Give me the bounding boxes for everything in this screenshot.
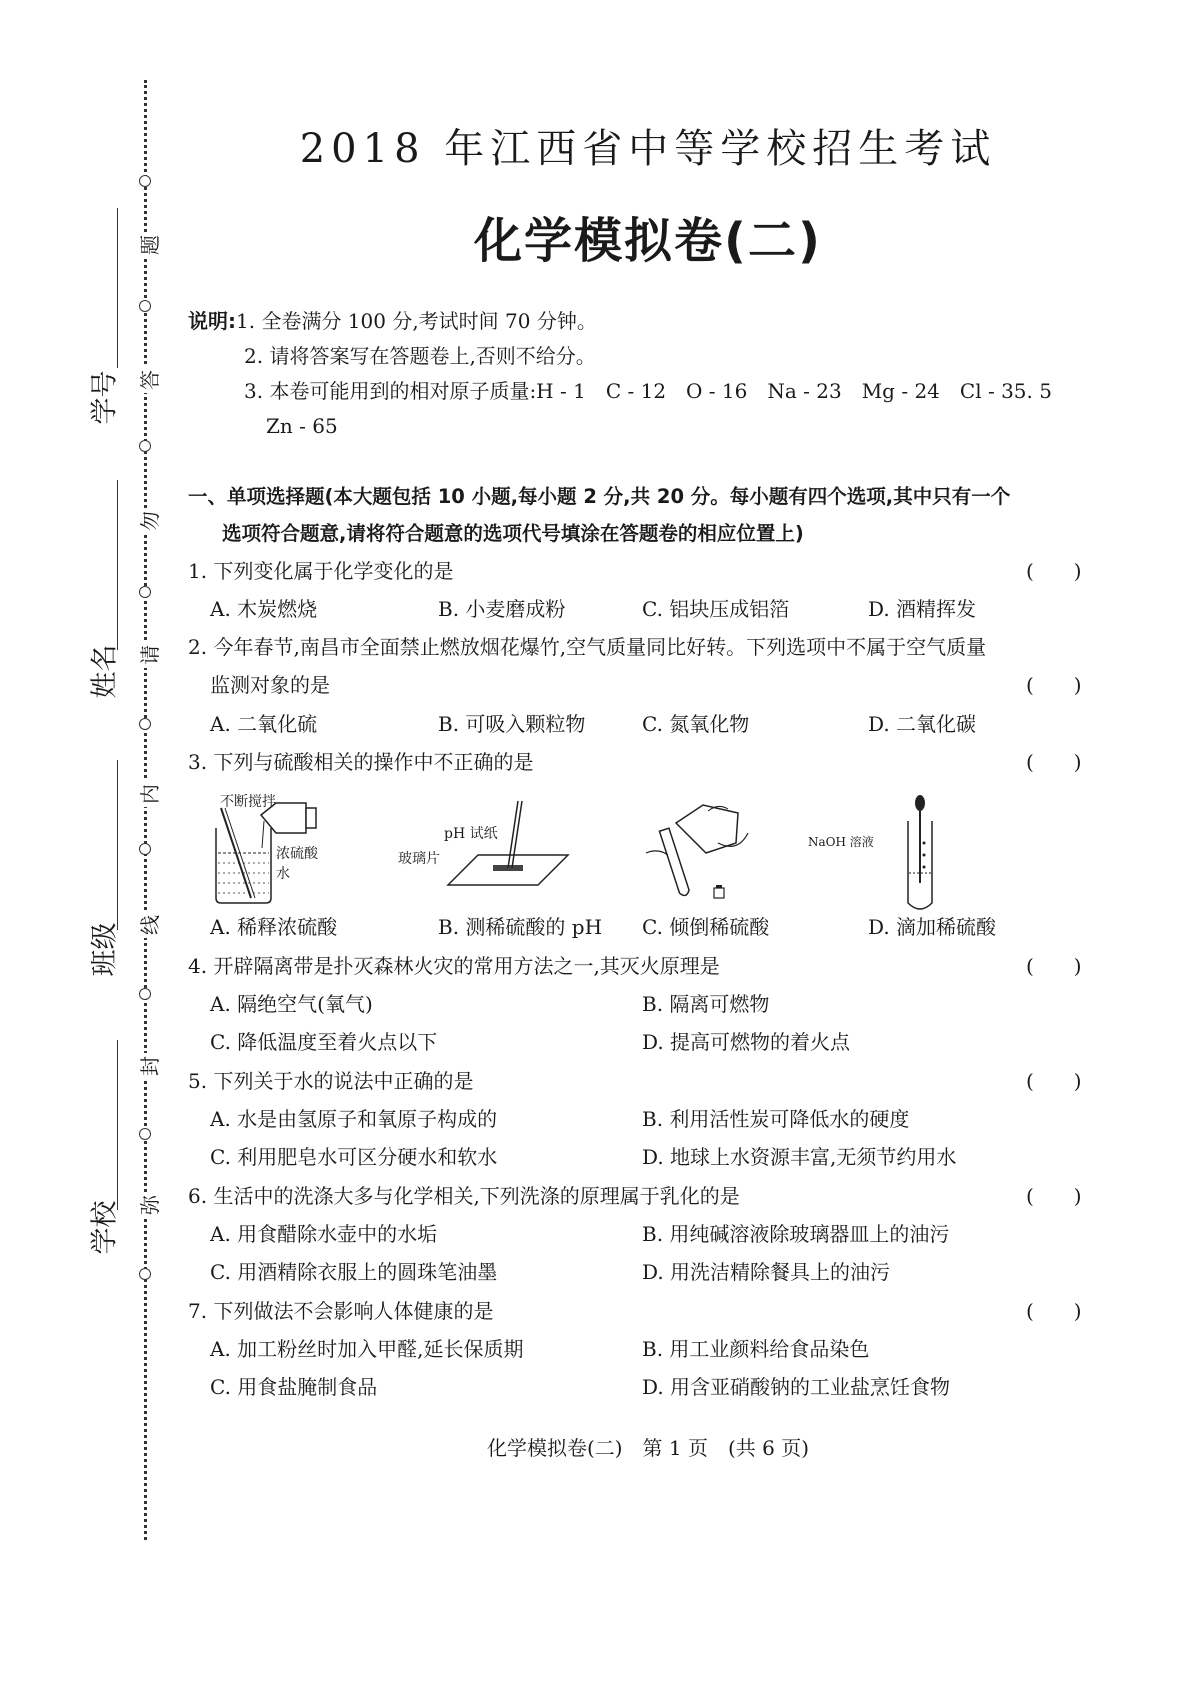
seal-ring <box>139 586 151 598</box>
pouring-diagram <box>618 793 768 913</box>
question-1-stem: 1. 下列变化属于化学变化的是 <box>188 559 454 583</box>
school-label: 学校 <box>89 1200 121 1255</box>
question-5-option-c: C. 利用肥皂水可区分硬水和软水 <box>210 1145 498 1169</box>
figure-label: 不断搅拌 <box>220 794 276 810</box>
seal-char: 封 <box>137 1053 163 1079</box>
figure-label: 浓硫酸 <box>276 846 318 862</box>
question-4-option-b: B. 隔离可燃物 <box>642 992 770 1016</box>
question-4-option-d: D. 提高可燃物的着火点 <box>642 1030 851 1054</box>
instructions-line-1 <box>188 306 597 336</box>
question-6-option-b: B. 用纯碱溶液除玻璃器皿上的油污 <box>642 1222 950 1246</box>
class-line[interactable] <box>117 760 118 930</box>
name-line[interactable] <box>117 480 118 650</box>
seal-char: 线 <box>137 912 163 938</box>
seal-ring <box>139 718 151 730</box>
question-1-option-d: D. 酒精挥发 <box>868 597 977 621</box>
question-5-option-b: B. 利用活性炭可降低水的硬度 <box>642 1107 910 1131</box>
question-4-option-c: C. 降低温度至着火点以下 <box>210 1030 438 1054</box>
question-2-option-b: B. 可吸入颗粒物 <box>438 712 586 736</box>
figure-label: 玻璃片 <box>398 851 440 867</box>
figure-label: pH 试纸 <box>444 826 498 842</box>
name-label: 姓名 <box>89 644 121 699</box>
question-2-stem: 2. 今年春节,南昌市全面禁止燃放烟花爆竹,空气质量同比好转。下列选项中不属于空气质量 <box>188 635 987 659</box>
seal-ring <box>139 1128 151 1140</box>
figure-d-dropper <box>808 793 968 913</box>
figure-c-pouring <box>618 793 768 913</box>
instruction-item: 3. 本卷可能用到的相对原子质量:H - 1 C - 12 O - 16 Na - 23 Mg - 24 Cl - 35. 5 <box>244 379 1052 403</box>
question-5-stem: 5. 下列关于水的说法中正确的是 <box>188 1069 474 1093</box>
question-2-option-d: D. 二氧化碳 <box>868 712 977 736</box>
seal-ring <box>139 1268 151 1280</box>
question-4-option-a: A. 隔绝空气(氧气) <box>210 992 373 1016</box>
question-7-option-c: C. 用食盐腌制食品 <box>210 1375 378 1399</box>
question-7-option-d: D. 用含亚硝酸钠的工业盐烹饪食物 <box>642 1375 951 1399</box>
answer-parentheses[interactable]: ( ) <box>1026 1299 1082 1323</box>
instruction-item: 2. 请将答案写在答题卷上,否则不给分。 <box>244 344 596 368</box>
seal-ring <box>139 440 151 452</box>
instruction-item: 1. 全卷满分 100 分,考试时间 70 分钟。 <box>236 309 597 333</box>
page-footer: 化学模拟卷(二) 第 1 页 (共 6 页) <box>486 1436 810 1460</box>
question-6-option-d: D. 用洗洁精除餐具上的油污 <box>642 1260 891 1284</box>
question-6-stem: 6. 生活中的洗涤大多与化学相关,下列洗涤的原理属于乳化的是 <box>188 1184 740 1208</box>
answer-parentheses[interactable]: ( ) <box>1026 750 1082 774</box>
answer-parentheses[interactable]: ( ) <box>1026 673 1082 697</box>
question-3-option-d: D. 滴加稀硫酸 <box>868 915 997 939</box>
student-id-line[interactable] <box>117 208 118 368</box>
seal-ring <box>139 988 151 1000</box>
seal-ring <box>139 175 151 187</box>
question-3-stem: 3. 下列与硫酸相关的操作中不正确的是 <box>188 750 534 774</box>
figure-b-ph-test <box>398 793 578 913</box>
seal-char: 勿 <box>137 508 163 534</box>
answer-parentheses[interactable]: ( ) <box>1026 1069 1082 1093</box>
question-3-option-b: B. 测稀硫酸的 pH <box>438 915 603 939</box>
question-7-stem: 7. 下列做法不会影响人体健康的是 <box>188 1299 494 1323</box>
seal-dotted-line <box>144 80 147 1540</box>
section-heading-cont: 选项符合题意,请将符合题意的选项代号填涂在答题卷的相应位置上) <box>222 522 804 545</box>
section-heading: 一、单项选择题(本大题包括 10 小题,每小题 2 分,共 20 分。每小题有四个选项,其中只有一个 <box>188 485 1011 508</box>
seal-char: 请 <box>137 642 163 668</box>
question-2-option-c: C. 氮氧化物 <box>642 712 750 736</box>
exam-title: 2018 年江西省中等学校招生考试 <box>299 126 997 172</box>
instruction-continuation: Zn - 65 <box>266 414 338 438</box>
question-3-option-c: C. 倾倒稀硫酸 <box>642 915 770 939</box>
seal-char: 答 <box>137 367 163 393</box>
figure-label: 水 <box>276 866 290 882</box>
school-line[interactable] <box>117 1040 118 1210</box>
figure-a-dilution <box>206 793 356 913</box>
question-5-option-a: A. 水是由氢原子和氧原子构成的 <box>210 1107 498 1131</box>
answer-parentheses[interactable]: ( ) <box>1026 559 1082 583</box>
question-6-option-a: A. 用食醋除水壶中的水垢 <box>210 1222 438 1246</box>
seal-ring <box>139 843 151 855</box>
question-1-option-a: A. 木炭燃烧 <box>210 597 318 621</box>
answer-parentheses[interactable]: ( ) <box>1026 1184 1082 1208</box>
question-1-option-b: B. 小麦磨成粉 <box>438 597 566 621</box>
question-7-option-b: B. 用工业颜料给食品染色 <box>642 1337 870 1361</box>
question-6-option-c: C. 用酒精除衣服上的圆珠笔油墨 <box>210 1260 498 1284</box>
exam-subtitle: 化学模拟卷(二) <box>474 213 822 269</box>
instructions-label: 说明: <box>188 309 236 333</box>
seal-char: 题 <box>137 232 163 258</box>
class-label: 班级 <box>89 922 121 977</box>
student-id-label: 学号 <box>89 370 121 425</box>
question-3-option-a: A. 稀释浓硫酸 <box>210 915 338 939</box>
question-1-option-c: C. 铝块压成铝箔 <box>642 597 790 621</box>
seal-char: 内 <box>137 781 163 807</box>
seal-char: 弥 <box>137 1192 163 1218</box>
binding-margin <box>0 0 180 1684</box>
question-4-stem: 4. 开辟隔离带是扑灭森林火灾的常用方法之一,其灭火原理是 <box>188 954 720 978</box>
question-2-option-a: A. 二氧化硫 <box>210 712 318 736</box>
question-2-stem-cont: 监测对象的是 <box>210 673 330 697</box>
seal-ring <box>139 300 151 312</box>
dropper-diagram <box>808 793 968 913</box>
figure-label: NaOH 溶液 <box>808 835 874 849</box>
question-7-option-a: A. 加工粉丝时加入甲醛,延长保质期 <box>210 1337 524 1361</box>
question-5-option-d: D. 地球上水资源丰富,无须节约用水 <box>642 1145 957 1169</box>
answer-parentheses[interactable]: ( ) <box>1026 954 1082 978</box>
